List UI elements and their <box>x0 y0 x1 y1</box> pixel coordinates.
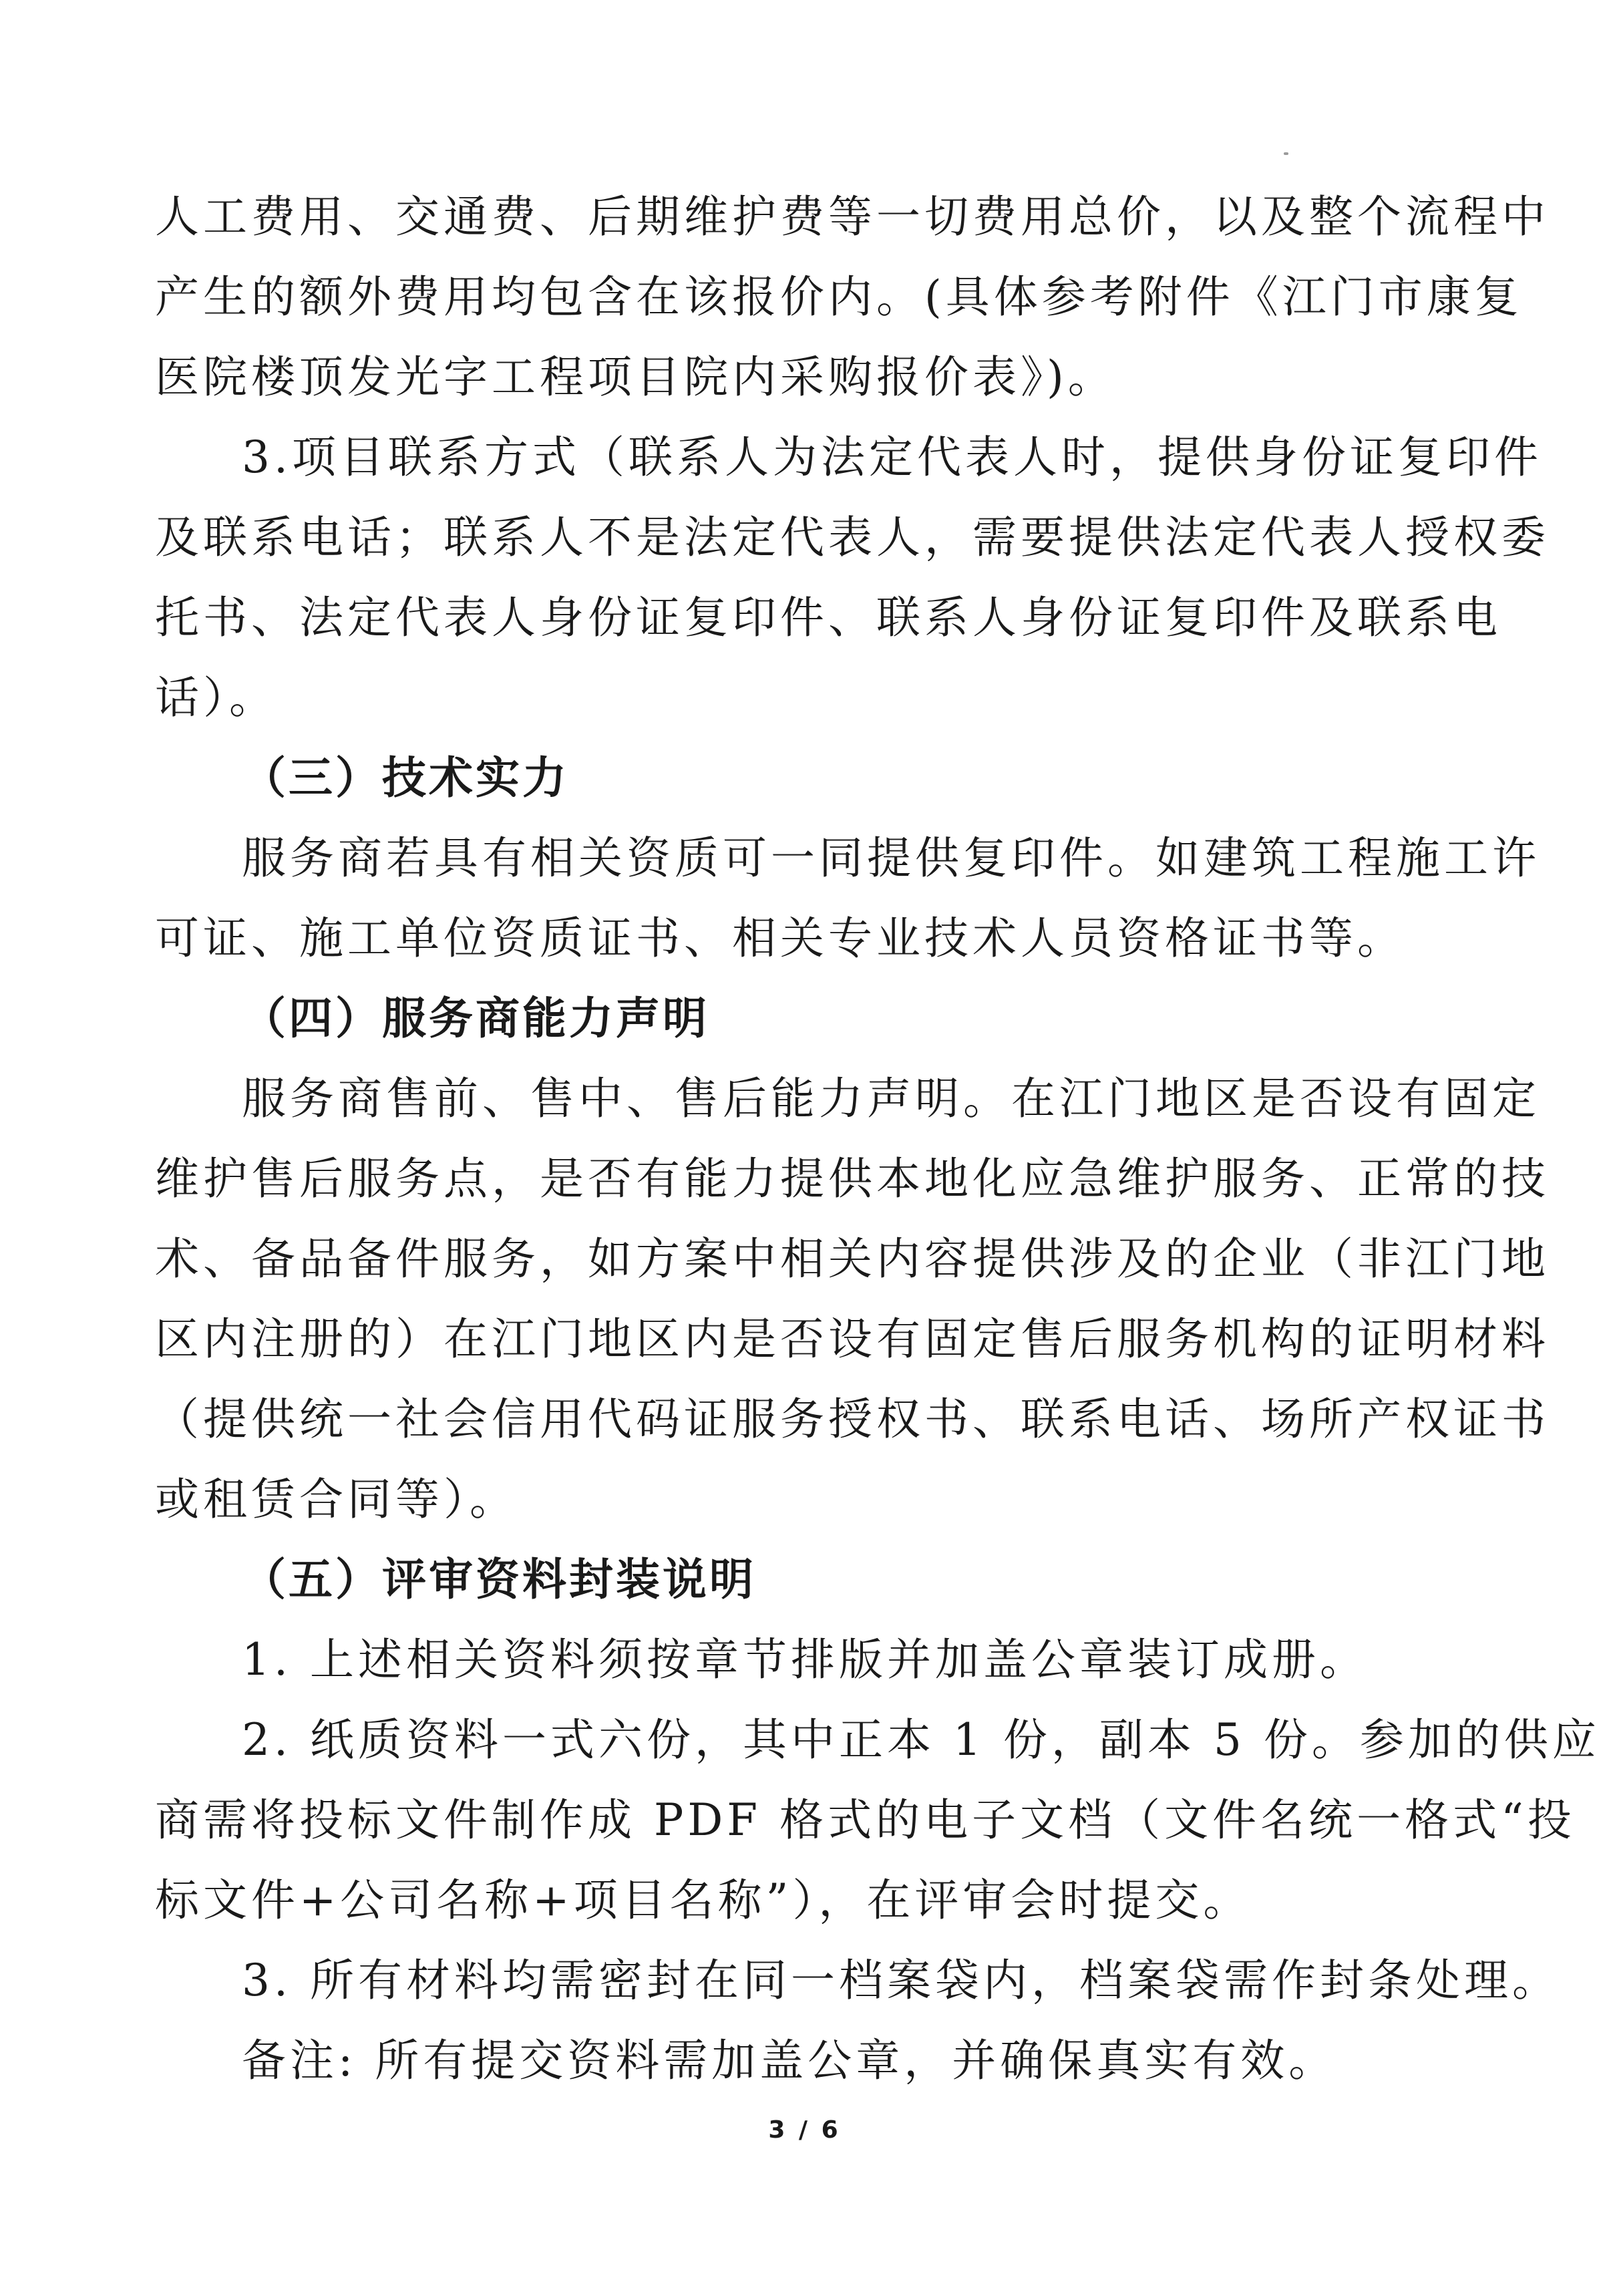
list-item: 3. 所有材料均需密封在同一档案袋内，档案袋需作封条处理。 <box>242 1955 1560 2006</box>
page-number: 3 / 6 <box>768 2116 841 2144</box>
paragraph-line: 术、备品备件服务，如方案中相关内容提供涉及的企业（非江门地 <box>155 1233 1550 1285</box>
paragraph-line: 产生的额外费用均包含在该报价内。(具体参考附件《江门市康复 <box>155 271 1523 323</box>
paragraph-line: 服务商售前、售中、售后能力声明。在江门地区是否设有固定 <box>242 1073 1540 1124</box>
list-item: 1. 上述相关资料须按章节排版并加盖公章装订成册。 <box>242 1634 1368 1685</box>
paragraph-line: 及联系电话；联系人不是法定代表人，需要提供法定代表人授权委 <box>155 512 1550 563</box>
scan-speck <box>1284 152 1288 155</box>
section-heading: （四）服务商能力声明 <box>242 993 709 1044</box>
note-text: 备注: 所有提交资料需加盖公章，并确保真实有效。 <box>242 2035 1337 2086</box>
paragraph-line: 可证、施工单位资质证书、相关专业技术人员资格证书等。 <box>155 913 1405 964</box>
paragraph-line: 维护售后服务点，是否有能力提供本地化应急维护服务、正常的技 <box>155 1153 1550 1204</box>
paragraph-line: 医院楼顶发光字工程项目院内采购报价表》)。 <box>155 351 1116 403</box>
paragraph-line: 托书、法定代表人身份证复印件、联系人身份证复印件及联系电 <box>155 592 1501 643</box>
paragraph-line: 3.项目联系方式（联系人为法定代表人时，提供身份证复印件 <box>242 432 1542 483</box>
paragraph-line: 人工费用、交通费、后期维护费等一切费用总价，以及整个流程中 <box>155 191 1550 242</box>
list-item: 2. 纸质资料一式六份，其中正本 1 份，副本 5 份。参加的供应 <box>242 1714 1600 1766</box>
section-heading: （五）评审资料封装说明 <box>242 1554 756 1605</box>
paragraph-line: 商需将投标文件制作成 PDF 格式的电子文档（文件名统一格式“投 <box>155 1794 1576 1846</box>
paragraph-line: 区内注册的）在江门地区内是否设有固定售后服务机构的证明材料 <box>155 1313 1550 1365</box>
paragraph-line: 或租赁合同等）。 <box>155 1474 518 1525</box>
paragraph-line: 标文件+公司名称+项目名称”），在评审会时提交。 <box>155 1874 1252 1926</box>
paragraph-line: 话）。 <box>155 672 277 723</box>
paragraph-line: （提供统一社会信用代码证服务授权书、联系电话、场所产权证书 <box>155 1393 1550 1445</box>
section-heading: （三）技术实力 <box>242 752 569 804</box>
paragraph-line: 服务商若具有相关资质可一同提供复印件。如建筑工程施工许 <box>242 832 1540 884</box>
